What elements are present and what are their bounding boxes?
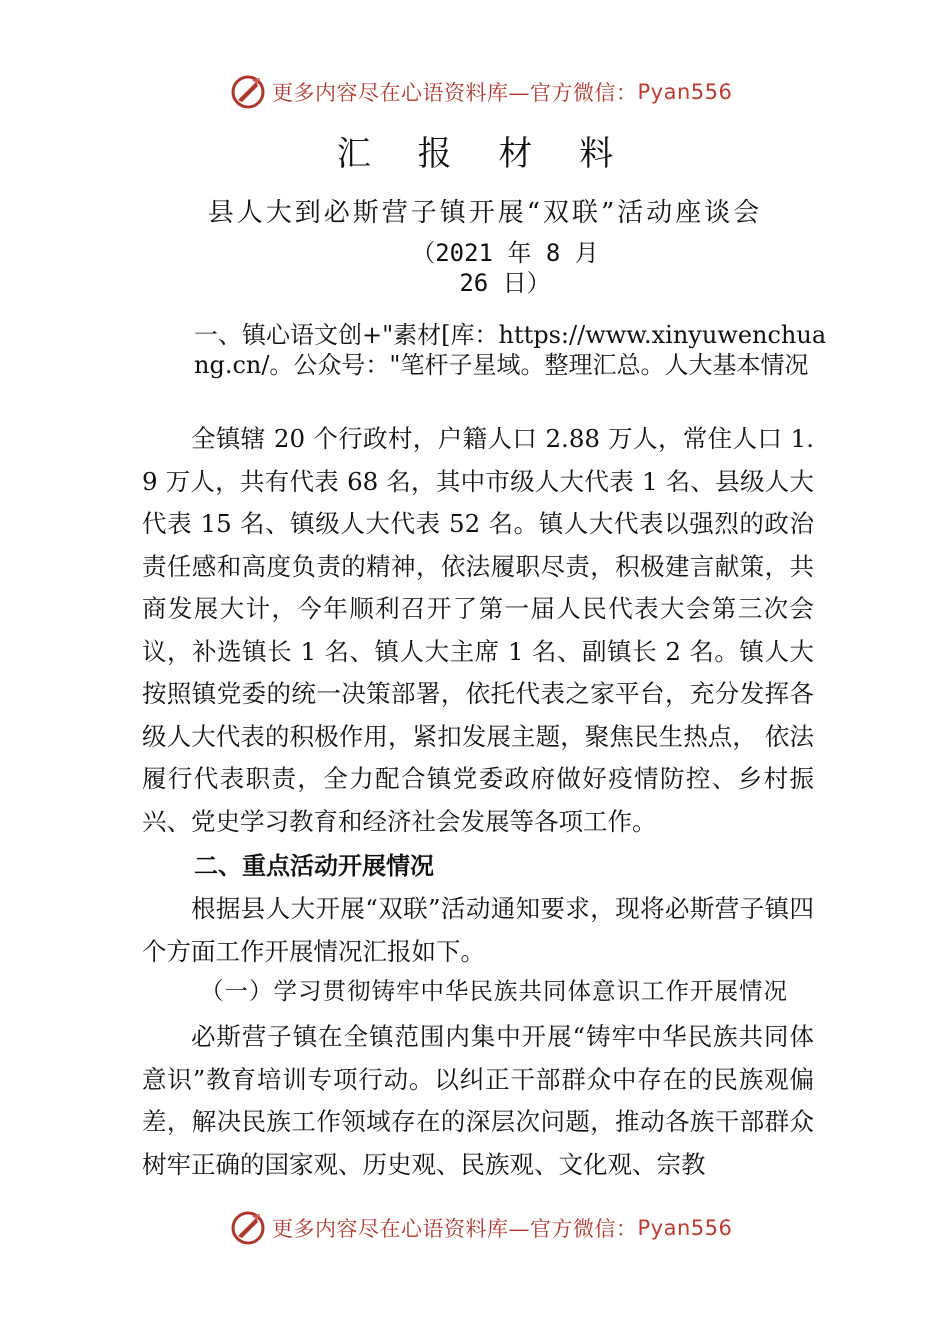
paragraph-1: 全镇辖 20 个行政村，户籍人口 2.88 万人，常住人口 1.9 万人，共有代表 68 名，其中市级人大代表 1 名、县级人大代表 15 名、镇级人大代表 52 名。镇人大代表以强烈的政治责任感和高度负责的精神，依法履职尽责，积极建言献策，共商发展大计，今年顺利召开了第一届人民代表大会第三次会议，补选镇长 1 名、镇人大主席 1 名、副镇长 2 名。镇人大按照镇党委的统一决策部署，依托代表之家平台，充分发挥各级人大代表的积极作用，紧扣发展主题，聚焦民生热点， 依法履行代表职责，全力配合镇党委政府做好疫情防控、乡村振兴、党史学习教育和经济社会发展等各项工作。 <box>142 424 814 836</box>
document-title: 汇 报 材 料 <box>336 134 632 174</box>
banner-wechat-id: Pyan556 <box>637 1216 733 1240</box>
quill-logo-icon <box>230 1210 266 1246</box>
banner-text: 更多内容尽在心语资料库—官方微信： <box>272 81 638 105</box>
paragraph-2: 根据县人大开展“双联”活动通知要求，现将必斯营子镇四个方面工作开展情况汇报如下。 <box>142 894 814 966</box>
footer-watermark-banner <box>230 1208 750 1248</box>
subsection1-heading: （一）学习贯彻铸牢中华民族共同体意识工作开展情况 <box>200 977 788 1005</box>
paragraph-3: 必斯营子镇在全镇范围内集中开展“铸牢中华民族共同体意识”教育培训专项行动。以纠正干部群众中存在的民族观偏差，解决民族工作领域存在的深层次问题，推动各族干部群众树牢正确的国家观、历史观、民族观、文化观、宗教 <box>142 1022 814 1179</box>
document-date: （2021 年 8 月 26 日） <box>411 239 599 297</box>
banner-wechat-id: Pyan556 <box>637 80 733 104</box>
banner-text: 更多内容尽在心语资料库—官方微信： <box>272 1217 638 1241</box>
header-watermark-banner <box>230 72 750 112</box>
document-subtitle: 县人大到必斯营子镇开展“双联”活动座谈会 <box>207 198 763 228</box>
section1-heading: 一、镇心语文创+"素材[库：https://www.xinyuwenchuang.cn/。公众号："笔杆子星域。整理汇总。人大基本情况 <box>194 321 827 379</box>
section2-heading: 二、重点活动开展情况 <box>194 852 434 880</box>
quill-logo-icon <box>230 74 266 110</box>
